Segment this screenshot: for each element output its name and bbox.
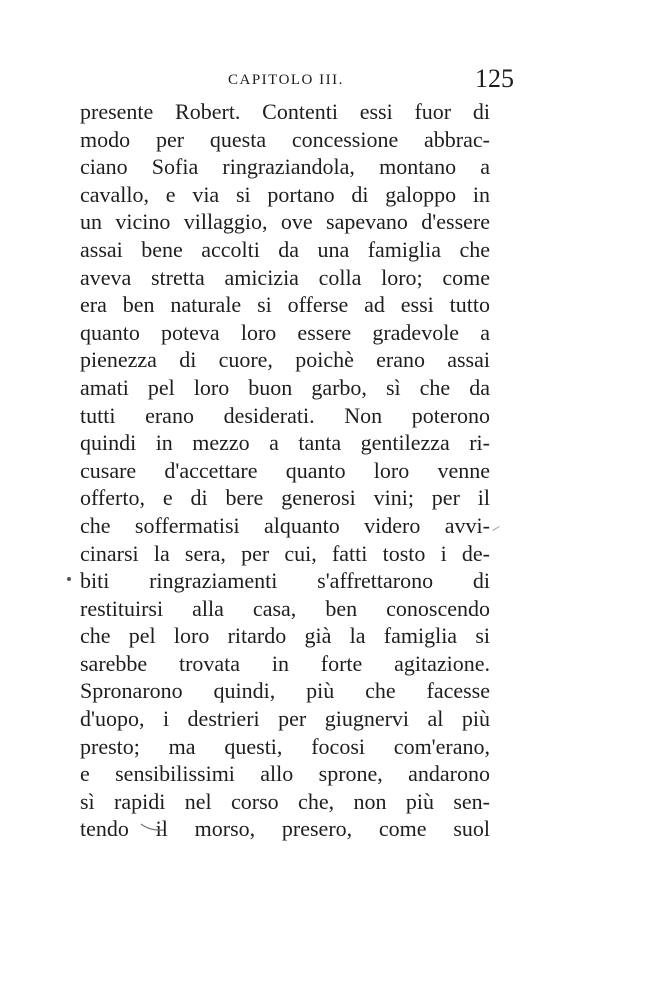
text-line: biti ringraziamenti s'affrettarono di [80,568,490,594]
text-line: Spronarono quindi, più che facesse [80,678,490,704]
text-line: era ben naturale si offerse ad essi tutto [80,292,490,318]
text-line: restituirsi alla casa, ben conoscendo [80,595,490,621]
body-text [80,98,490,843]
text-line: modo per questa concessione abbrac- [80,126,490,152]
text-line: d'uopo, i destrieri per giugnervi al più [80,706,490,732]
text-line: presto; ma questi, focosi com'erano, [80,733,490,759]
stray-ink-mark [140,822,170,834]
text-line: quindi in mezzo a tanta gentilezza ri- [80,430,490,456]
text-line: cavallo, e via si portano di galoppo in [80,181,490,207]
margin-dot-mark [67,577,71,581]
text-line: e sensibilissimi allo sprone, andarono [80,761,490,787]
text-line: tutti erano desiderati. Non poterono [80,402,490,428]
stray-ink-mark [492,526,499,531]
text-line: tendo il morso, presero, come suol [80,816,490,842]
text-line: quanto poteva loro essere gradevole a [80,319,490,345]
text-line: sarebbe trovata in forte agitazione. [80,650,490,676]
chapter-title: CAPITOLO III. [228,72,344,88]
text-line: sì rapidi nel corso che, non più sen- [80,788,490,814]
text-line: assai bene accolti da una famiglia che [80,236,490,262]
text-line: che soffermatisi alquanto videro avvi- [80,512,490,538]
text-line: offerto, e di bere generosi vini; per il [80,485,490,511]
text-line: aveva stretta amicizia colla loro; come [80,264,490,290]
text-line: cusare d'accettare quanto loro venne [80,457,490,483]
text-line: ciano Sofia ringraziandola, montano a [80,154,490,180]
text-line: presente Robert. Contenti essi fuor di [80,99,490,124]
text-line: amati pel loro buon garbo, sì che da [80,374,490,400]
text-line: pienezza di cuore, poichè erano assai [80,347,490,373]
running-head [80,62,520,96]
page-number: 125 [475,64,514,93]
text-line: cinarsi la sera, per cui, fatti tosto i de- [80,540,490,566]
text-line: che pel loro ritardo già la famiglia si [80,623,490,649]
text-line: un vicino villaggio, ove sapevano d'essere [80,209,490,235]
